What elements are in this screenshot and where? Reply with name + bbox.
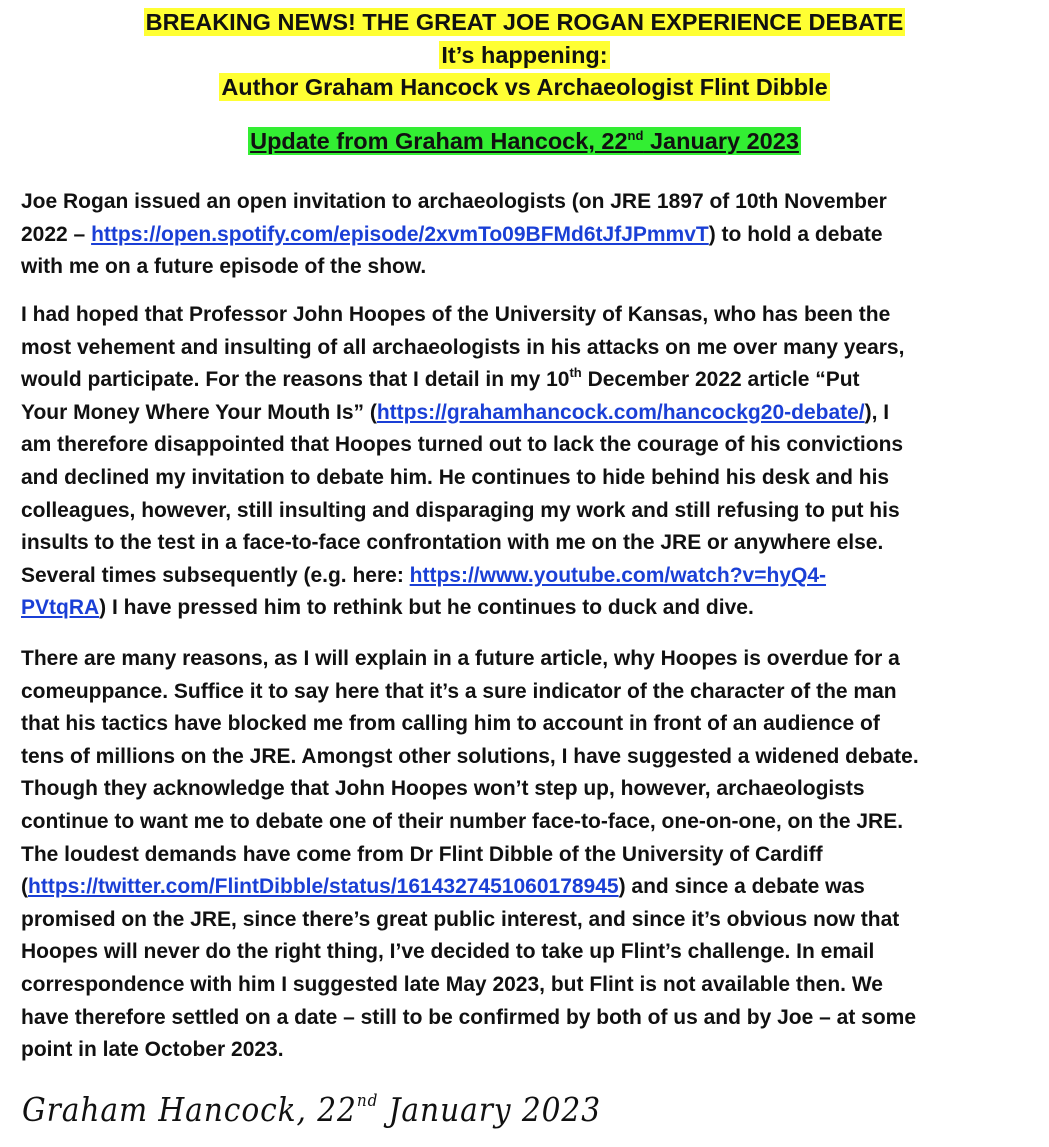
text-fragment: 2022 – [21,222,92,246]
text-fragment: ) to hold a debate [708,222,883,246]
signature-prefix: Graham Hancock, 22 [22,1090,357,1129]
text-fragment: ( [21,875,28,899]
text-fragment: ) I have pressed him to rethink but he continues to duck and dive. [99,596,754,620]
update-heading [248,127,801,155]
grahamhancock-article-link[interactable]: https://grahamhancock.com/hancockg20-debate/ [376,400,865,424]
text-line: tens of millions on the JRE. Amongst other solutions, I have suggested a widened debate. [21,744,919,768]
author-signature [22,1086,601,1134]
text-fragment: December 2022 article “Put [581,368,860,392]
youtube-video-link[interactable]: https://www.youtube.com/watch?v=hyQ4- [409,563,827,587]
text-line: I had hoped that Professor John Hoopes of the University of Kansas, who has been the [21,303,891,326]
text-line [21,560,1033,593]
text-fragment: Several times subsequently (e.g. here: [21,563,410,587]
text-fragment: ), I [864,400,890,424]
update-sup: nd [627,128,644,143]
text-line: with me on a future episode of the show. [21,255,427,279]
text-line: Hoopes will never do the right thing, I’ve decided to take up Flint’s challenge. In email [21,940,875,964]
paragraph-2 [21,299,1033,625]
signature-suffix: January 2023 [378,1090,602,1129]
paragraph-3 [21,643,1033,1067]
paragraph-1 [21,186,1033,284]
text-line: The loudest demands have come from Dr Flint Dibble of the University of Cardiff [21,842,823,866]
signature-sup: nd [356,1091,379,1111]
text-line: am therefore disappointed that Hoopes turned out to lack the courage of his convictions [21,433,904,457]
text-fragment: Your Money Where Your Mouth Is” ( [21,400,377,424]
update-suffix: January 2023 [643,128,799,154]
spotify-episode-link[interactable]: https://open.spotify.com/episode/2xvmTo09BFMd6tJfJPmmvT [91,222,709,246]
update-date-line [0,126,1049,156]
text-line: comeuppance. Suffice it to say here that it’s a sure indicator of the character of the man [21,679,897,703]
youtube-video-link-continued[interactable]: PVtqRA [21,596,100,620]
text-line [21,364,1033,397]
text-line: point in late October 2023. [21,1038,284,1062]
headline-line-3 [0,72,1049,102]
headline-its-happening: It’s happening: [441,42,608,68]
superscript: th [569,365,582,381]
text-fragment: would participate. For the reasons that I detail in my 10 [21,368,570,392]
update-prefix: Update from Graham Hancock, 22 [250,128,628,154]
headline-breaking-news: BREAKING NEWS! THE GREAT JOE ROGAN EXPERIENCE DEBATE [145,9,904,35]
text-line: colleagues, however, still insulting and disparaging my work and still refusing to put his [21,498,900,522]
text-line: promised on the JRE, since there’s great public interest, and since it’s obvious now that [21,907,900,931]
text-line: most vehement and insulting of all archaeologists in his attacks on me over many years, [21,335,905,359]
text-line [21,397,1033,430]
headline-line-1 [0,7,1049,37]
headline-line-2 [0,40,1049,70]
twitter-status-link[interactable]: https://twitter.com/FlintDibble/status/1614327451060178945 [28,875,619,899]
text-line: and declined my invitation to debate him. He continues to hide behind his desk and his [21,465,890,489]
text-line: that his tactics have blocked me from calling him to account in front of an audience of [21,712,880,736]
headline-debate-participants: Author Graham Hancock vs Archaeologist Flint Dibble [221,74,828,100]
text-line: have therefore settled on a date – still to be confirmed by both of us and by Joe – at some [21,1005,917,1029]
text-line: Joe Rogan issued an open invitation to archaeologists (on JRE 1897 of 10th November [21,190,887,213]
text-line: There are many reasons, as I will explain in a future article, why Hoopes is overdue for a [21,647,900,670]
text-line: continue to want me to debate one of their number face-to-face, one-on-one, on the JRE. [21,809,904,833]
text-line: Though they acknowledge that John Hoopes won’t step up, however, archaeologists [21,777,865,801]
text-fragment: ) and since a debate was [618,875,865,899]
text-line: correspondence with him I suggested late May 2023, but Flint is not available then. We [21,972,883,996]
text-line [21,592,1033,625]
text-line: insults to the test in a face-to-face confrontation with me on the JRE or anywhere else. [21,531,884,555]
text-line [21,871,1033,904]
text-line [21,219,1033,252]
